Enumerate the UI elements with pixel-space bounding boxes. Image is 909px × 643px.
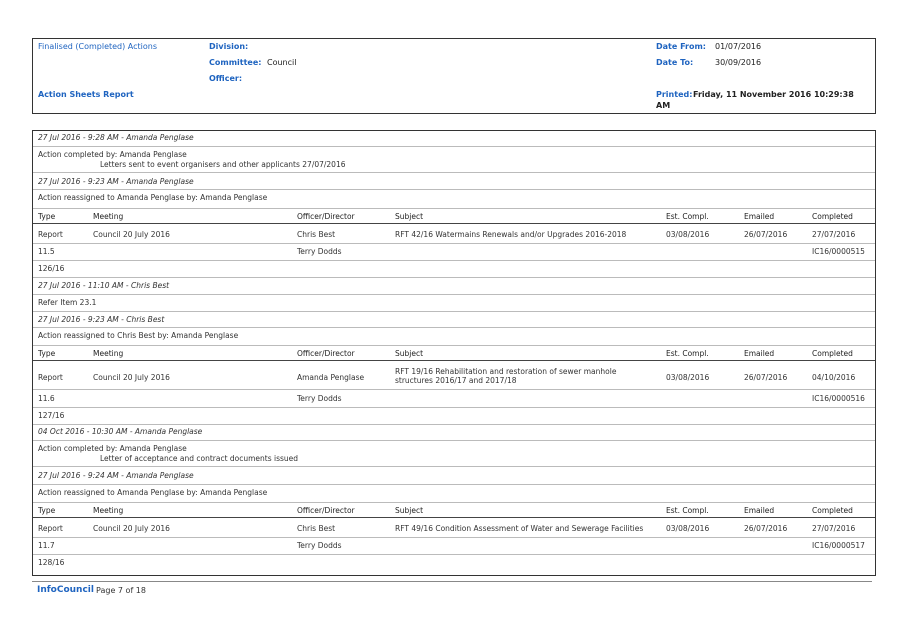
cell-item: 11.5 bbox=[38, 247, 55, 256]
divider bbox=[33, 466, 875, 467]
divider bbox=[33, 260, 875, 261]
divider bbox=[33, 424, 875, 425]
report-body bbox=[32, 130, 876, 576]
committee-value: Council bbox=[267, 58, 297, 67]
col-officer: Officer/Director bbox=[297, 506, 355, 515]
note-text: Refer Item 23.1 bbox=[38, 298, 97, 307]
cell-officer: Chris Best bbox=[297, 230, 336, 239]
col-emailed: Emailed bbox=[744, 506, 775, 515]
col-meeting: Meeting bbox=[93, 212, 124, 221]
note-text: Action completed by: Amanda Penglase bbox=[38, 444, 187, 453]
note-text: Action completed by: Amanda Penglase bbox=[38, 150, 187, 159]
col-type: Type bbox=[38, 506, 56, 515]
cell-subject: RFT 42/16 Watermains Renewals and/or Upgrades 2016-2018 bbox=[395, 230, 627, 239]
cell-type: Report bbox=[38, 373, 63, 382]
printed-value-cont: AM bbox=[656, 101, 671, 110]
officer-label: Officer: bbox=[209, 74, 243, 83]
col-subject: Subject bbox=[395, 212, 424, 221]
cell-item: 11.6 bbox=[38, 394, 55, 403]
col-completed: Completed bbox=[812, 212, 853, 221]
col-meeting: Meeting bbox=[93, 506, 124, 515]
cell-meeting: Council 20 July 2016 bbox=[93, 230, 170, 239]
divider bbox=[33, 407, 875, 408]
cell-num: 127/16 bbox=[38, 411, 65, 420]
col-est: Est. Compl. bbox=[666, 506, 709, 515]
date-from-label: Date From: bbox=[656, 42, 707, 51]
report-title: Finalised (Completed) Actions bbox=[38, 42, 158, 51]
footer-divider bbox=[32, 581, 872, 582]
divider bbox=[33, 172, 875, 173]
note-timestamp: 04 Oct 2016 - 10:30 AM - Amanda Penglase bbox=[38, 427, 203, 436]
cell-subject: RFT 19/16 Rehabilitation and restoration of sewer manhole structures 2016/17 and 2017/18 bbox=[395, 367, 617, 385]
table-header-row bbox=[33, 502, 875, 518]
note-timestamp: 27 Jul 2016 - 9:28 AM - Amanda Penglase bbox=[38, 133, 194, 142]
note-text: Action reassigned to Chris Best by: Amanda Penglase bbox=[38, 331, 239, 340]
divider bbox=[33, 440, 875, 441]
cell-emailed: 26/07/2016 bbox=[744, 373, 788, 382]
report-header bbox=[32, 38, 876, 114]
col-completed: Completed bbox=[812, 506, 853, 515]
cell-type: Report bbox=[38, 230, 63, 239]
printed-label: Printed: bbox=[656, 90, 693, 99]
printed-value: Friday, 11 November 2016 10:29:38 bbox=[693, 90, 854, 99]
table-header-row bbox=[33, 345, 875, 361]
note-text: Action reassigned to Amanda Penglase by: Amanda Penglase bbox=[38, 488, 268, 497]
cell-officer2: Terry Dodds bbox=[297, 247, 342, 256]
col-est: Est. Compl. bbox=[666, 349, 709, 358]
page-number: Page 7 of 18 bbox=[96, 586, 146, 595]
col-est: Est. Compl. bbox=[666, 212, 709, 221]
date-from-value: 01/07/2016 bbox=[715, 42, 762, 51]
cell-officer: Amanda Penglase bbox=[297, 373, 365, 382]
cell-emailed: 26/07/2016 bbox=[744, 524, 788, 533]
table-header-row bbox=[33, 208, 875, 224]
note-timestamp: 27 Jul 2016 - 11:10 AM - Chris Best bbox=[38, 281, 170, 290]
divider bbox=[33, 554, 875, 555]
col-subject: Subject bbox=[395, 506, 424, 515]
divider bbox=[33, 294, 875, 295]
cell-ref: IC16/0000517 bbox=[812, 541, 865, 550]
cell-completed: 27/07/2016 bbox=[812, 230, 856, 239]
col-officer: Officer/Director bbox=[297, 349, 355, 358]
date-to-label: Date To: bbox=[656, 58, 694, 67]
cell-est: 03/08/2016 bbox=[666, 373, 710, 382]
divider bbox=[33, 277, 875, 278]
note-timestamp: 27 Jul 2016 - 9:23 AM - Chris Best bbox=[38, 315, 165, 324]
committee-label: Committee: bbox=[209, 58, 262, 67]
cell-est: 03/08/2016 bbox=[666, 524, 710, 533]
divider bbox=[33, 537, 875, 538]
cell-meeting: Council 20 July 2016 bbox=[93, 373, 170, 382]
cell-completed: 04/10/2016 bbox=[812, 373, 856, 382]
infocouncil-logo: InfoCouncil bbox=[37, 585, 94, 595]
note-text: Action reassigned to Amanda Penglase by: Amanda Penglase bbox=[38, 193, 268, 202]
divider bbox=[33, 389, 875, 390]
cell-officer2: Terry Dodds bbox=[297, 541, 342, 550]
cell-officer2: Terry Dodds bbox=[297, 394, 342, 403]
cell-num: 126/16 bbox=[38, 264, 65, 273]
note-timestamp: 27 Jul 2016 - 9:23 AM - Amanda Penglase bbox=[38, 177, 194, 186]
note-timestamp: 27 Jul 2016 - 9:24 AM - Amanda Penglase bbox=[38, 471, 194, 480]
divider bbox=[33, 189, 875, 190]
col-type: Type bbox=[38, 349, 56, 358]
divider bbox=[33, 327, 875, 328]
cell-meeting: Council 20 July 2016 bbox=[93, 524, 170, 533]
cell-num: 128/16 bbox=[38, 558, 65, 567]
col-completed: Completed bbox=[812, 349, 853, 358]
division-label: Division: bbox=[209, 42, 249, 51]
cell-subject: RFT 49/16 Condition Assessment of Water and Sewerage Facilities bbox=[395, 524, 644, 533]
cell-type: Report bbox=[38, 524, 63, 533]
divider bbox=[33, 484, 875, 485]
col-meeting: Meeting bbox=[93, 349, 124, 358]
col-subject: Subject bbox=[395, 349, 424, 358]
divider bbox=[33, 311, 875, 312]
cell-emailed: 26/07/2016 bbox=[744, 230, 788, 239]
note-text: Letter of acceptance and contract documents issued bbox=[100, 454, 299, 463]
cell-completed: 27/07/2016 bbox=[812, 524, 856, 533]
note-text: Letters sent to event organisers and other applicants 27/07/2016 bbox=[100, 160, 346, 169]
col-type: Type bbox=[38, 212, 56, 221]
divider bbox=[33, 146, 875, 147]
cell-est: 03/08/2016 bbox=[666, 230, 710, 239]
sheet-title: Action Sheets Report bbox=[38, 90, 134, 99]
cell-ref: IC16/0000516 bbox=[812, 394, 865, 403]
cell-ref: IC16/0000515 bbox=[812, 247, 865, 256]
col-emailed: Emailed bbox=[744, 212, 775, 221]
cell-item: 11.7 bbox=[38, 541, 55, 550]
col-emailed: Emailed bbox=[744, 349, 775, 358]
cell-officer: Chris Best bbox=[297, 524, 336, 533]
date-to-value: 30/09/2016 bbox=[715, 58, 762, 67]
col-officer: Officer/Director bbox=[297, 212, 355, 221]
divider bbox=[33, 243, 875, 244]
